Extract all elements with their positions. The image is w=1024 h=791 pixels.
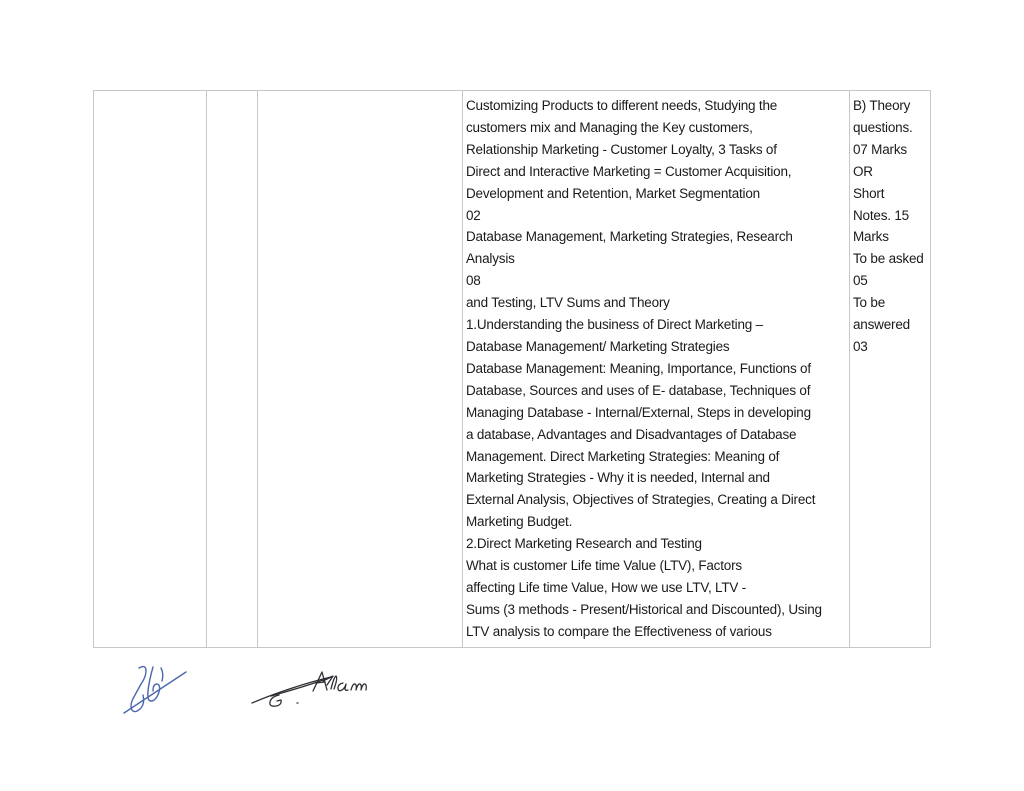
- text-line: a database, Advantages and Disadvantages of Database: [466, 426, 797, 442]
- signature-2: [245, 662, 375, 712]
- text-line: LTV analysis to compare the Effectiveness of various: [466, 623, 772, 639]
- signature-stroke: [124, 667, 186, 713]
- text-line: 2.Direct Marketing Research and Testing: [466, 536, 702, 552]
- text-line: Managing Database - Internal/External, Steps in developing: [466, 404, 811, 420]
- syllabus-table: [93, 90, 931, 648]
- text-line: affecting Life time Value, How we use LTV, LTV -: [466, 579, 747, 595]
- cell-empty-3: [258, 91, 463, 648]
- text-line: 05: [853, 273, 868, 289]
- text-line: Management. Direct Marketing Strategies: Meaning of: [466, 448, 780, 464]
- text-line: Direct and Interactive Marketing = Customer Acquisition,: [466, 163, 792, 179]
- text-line: Marketing Budget.: [466, 514, 573, 530]
- text-line: 1.Understanding the business of Direct Marketing –: [466, 317, 763, 333]
- text-line: 02: [466, 207, 481, 223]
- text-line: answered: [853, 317, 910, 333]
- cell-empty-1: [94, 91, 207, 648]
- text-line: Database Management: Meaning, Importance, Functions of: [466, 360, 811, 376]
- text-line: B) Theory: [853, 98, 911, 113]
- text-line: Marketing Strategies - Why it is needed, Internal and: [466, 470, 770, 486]
- text-line: Short: [853, 185, 885, 201]
- text-line: Database Management/ Marketing Strategies: [466, 338, 730, 354]
- text-line: Customizing Products to different needs, Studying the: [466, 98, 778, 113]
- cell-empty-2: [207, 91, 258, 648]
- text-line: and Testing, LTV Sums and Theory: [466, 295, 670, 311]
- text-line: Analysis: [466, 251, 515, 267]
- text-line: 08: [466, 273, 481, 289]
- text-line: questions.: [853, 119, 913, 135]
- text-line: To be: [853, 295, 886, 311]
- cell-marks-scheme: [850, 91, 931, 648]
- signatures-row: [0, 648, 1024, 728]
- text-line: Development and Retention, Market Segmentation: [466, 185, 760, 201]
- text-line: 07 Marks: [853, 141, 907, 157]
- text-line: Notes. 15: [853, 207, 909, 223]
- text-line: customers mix and Managing the Key customers,: [466, 119, 753, 135]
- text-line: Marks: [853, 229, 889, 245]
- table-row: [94, 91, 931, 648]
- text-line: External Analysis, Objectives of Strategies, Creating a Direct: [466, 492, 816, 508]
- text-line: 03: [853, 338, 868, 354]
- signature-stroke: [252, 672, 366, 706]
- text-line: OR: [853, 163, 873, 179]
- text-line: Database Management, Marketing Strategies, Research: [466, 229, 793, 245]
- signature-1: [110, 655, 230, 725]
- text-line: What is customer Life time Value (LTV), Factors: [466, 558, 742, 574]
- text-line: To be asked: [853, 251, 924, 267]
- cell-course-content: [463, 91, 850, 648]
- text-line: Database, Sources and uses of E- database, Techniques of: [466, 382, 811, 398]
- text-line: Relationship Marketing - Customer Loyalty, 3 Tasks of: [466, 141, 777, 157]
- text-line: Sums (3 methods - Present/Historical and Discounted), Using: [466, 601, 822, 617]
